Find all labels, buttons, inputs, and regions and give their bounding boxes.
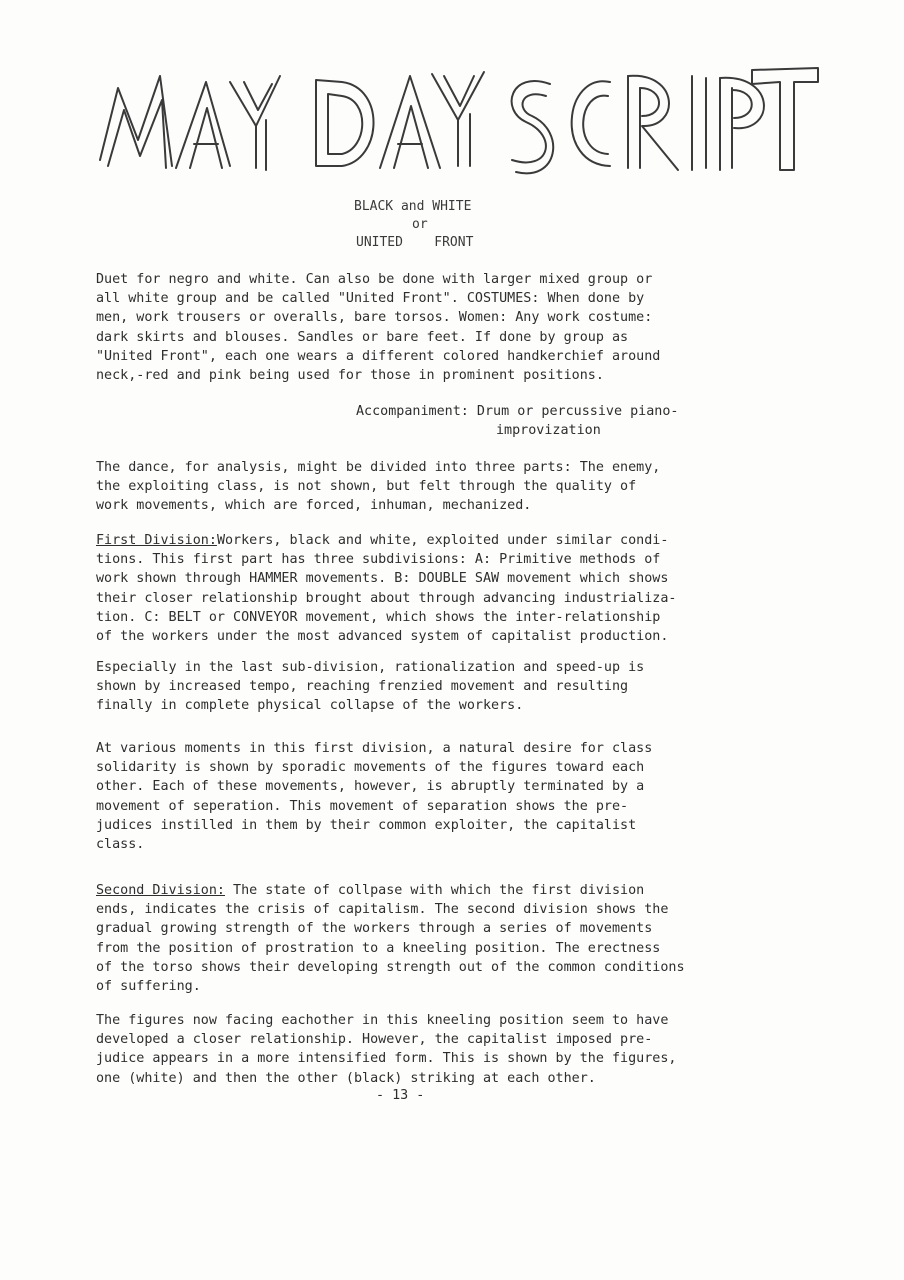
text-line: tions. This first part has three subdivisions: A: Primitive methods of <box>96 552 661 568</box>
text-line: The dance, for analysis, might be divided into three parts: The enemy, <box>96 460 661 475</box>
accompaniment-note <box>356 402 678 440</box>
text-line <box>96 881 776 900</box>
text-line: developed a closer relationship. However, the capitalist imposed pre- <box>96 1032 653 1048</box>
subtitle-line-3: UNITED FRONT <box>356 235 474 250</box>
text-line: gradual growing strength of the workers through a series of movements <box>96 921 653 937</box>
subtitle <box>330 198 530 252</box>
text-line: of suffering. <box>96 979 201 995</box>
text-line: judice appears in a more intensified form. This is shown by the figures, <box>96 1051 677 1067</box>
accompaniment-line-1: Accompaniment: Drum or percussive piano- <box>356 404 679 419</box>
second-division-heading: Second Division: <box>96 883 225 898</box>
text-line: work shown through HAMMER movements. B: DOUBLE SAW movement which shows <box>96 571 669 587</box>
text-line: work movements, which are forced, inhuman, mechanized. <box>96 498 532 514</box>
text-line: class. <box>96 837 145 853</box>
text-line <box>96 531 776 550</box>
text-line: one (white) and then the other (black) striking at each other. <box>96 1070 596 1086</box>
text-line: from the position of prostration to a kneeling position. The erectness <box>96 940 661 956</box>
intro-paragraph <box>96 270 776 385</box>
text-line: ends, indicates the crisis of capitalism. The second division shows the <box>96 902 669 918</box>
text-line: solidarity is shown by sporadic movements of the figures toward each <box>96 760 645 776</box>
page-number: - 13 - <box>376 1088 425 1103</box>
text-line: judices instilled in them by their common exploiter, the capitalist <box>96 817 637 833</box>
second-division-line: The state of collpase with which the first division <box>225 883 645 898</box>
text-line: shown by increased tempo, reaching frenzied movement and resulting <box>96 679 629 695</box>
text-line: men, work trousers or overalls, bare torsos. Women: Any work costume: <box>96 310 653 326</box>
text-line: movement of seperation. This movement of separation shows the pre- <box>96 798 629 814</box>
first-division-line: Workers, black and white, exploited under similar condi- <box>216 533 669 548</box>
kneeling-paragraph <box>96 1011 776 1088</box>
text-line: "United Front", each one wears a different colored handkerchief around <box>96 348 661 364</box>
hand-drawn-title <box>80 48 820 188</box>
text-line: Especially in the last sub-division, rationalization and speed-up is <box>96 660 645 675</box>
text-line: the exploiting class, is not shown, but felt through the quality of <box>96 479 637 495</box>
text-line: The figures now facing eachother in this kneeling position seem to have <box>96 1013 669 1028</box>
subtitle-line-2: or <box>412 217 428 232</box>
text-line: all white group and be called "United Front". COSTUMES: When done by <box>96 291 645 307</box>
first-division-paragraph <box>96 531 776 646</box>
second-division-paragraph <box>96 881 776 996</box>
text-line: other. Each of these movements, however, is abruptly terminated by a <box>96 779 645 795</box>
text-line: of the torso shows their developing strength out of the common conditions <box>96 959 685 975</box>
text-line: neck,-red and pink being used for those in prominent positions. <box>96 368 604 384</box>
text-line: dark skirts and blouses. Sandles or bare feet. If done by group as <box>96 329 629 345</box>
analysis-paragraph <box>96 458 776 516</box>
text-line: At various moments in this first division, a natural desire for class <box>96 741 653 756</box>
first-division-heading: First Division: <box>96 533 217 548</box>
accompaniment-line-2: improvization <box>496 423 601 439</box>
solidarity-paragraph <box>96 739 776 854</box>
text-line: Duet for negro and white. Can also be done with larger mixed group or <box>96 272 653 287</box>
text-line: tion. C: BELT or CONVEYOR movement, which shows the inter-relationship <box>96 609 661 625</box>
subtitle-line-1: BLACK and WHITE <box>354 199 472 214</box>
text-line: finally in complete physical collapse of the workers. <box>96 698 524 714</box>
speedup-paragraph <box>96 658 776 716</box>
text-line: their closer relationship brought about through advancing industrializa- <box>96 590 677 606</box>
text-line: of the workers under the most advanced system of capitalist production. <box>96 629 669 645</box>
